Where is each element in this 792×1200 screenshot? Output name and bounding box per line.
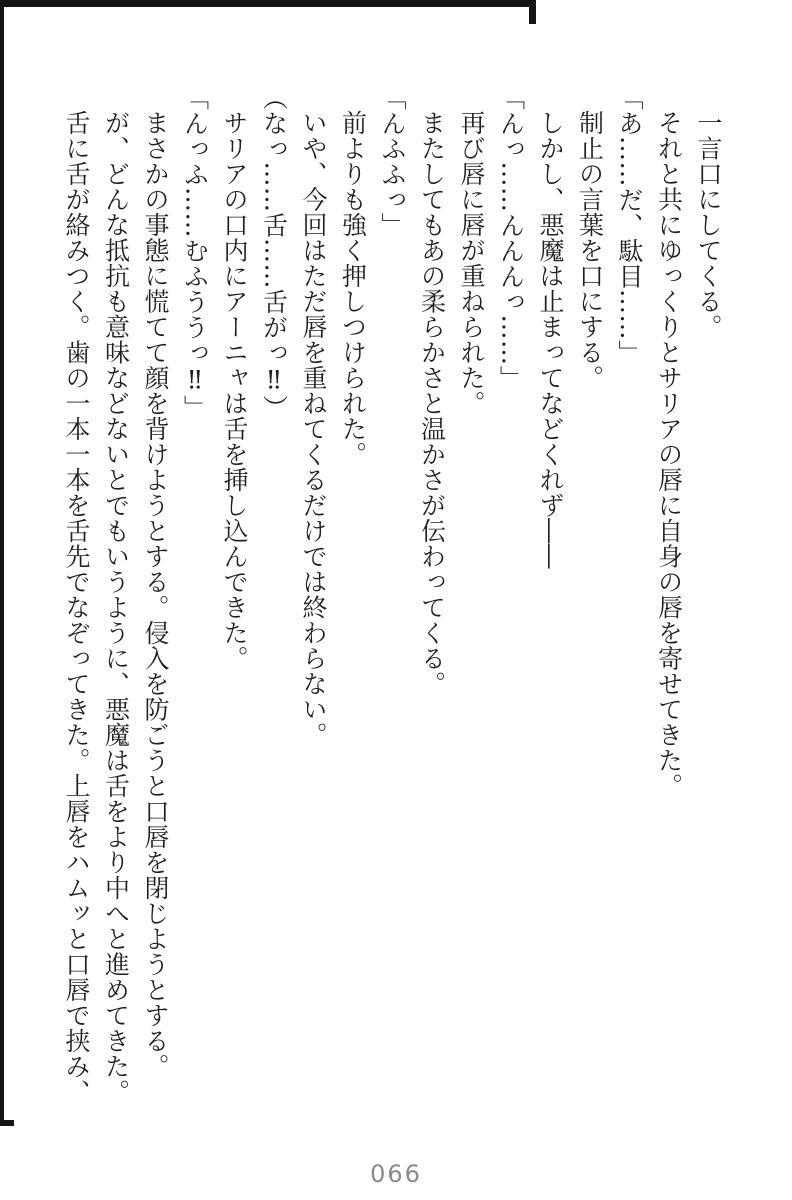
scan-artifact-top-border-tick xyxy=(529,0,536,24)
paragraph: サリアの口内にアーニャは舌を挿し込んできた。 xyxy=(220,110,249,671)
paragraph: まさかの事態に慌てて顔を背けようとする。侵入を防ごうと口唇を閉じようとする。 xyxy=(141,110,170,1079)
paragraph: 「あ……だ、駄目……」 xyxy=(615,85,644,366)
paragraph: 制止の言葉を口にする。 xyxy=(575,110,605,391)
paragraph: 一言口にしてくる。 xyxy=(694,110,723,340)
text-columns xyxy=(57,85,729,1155)
scan-artifact-left-border-tick xyxy=(0,1120,14,1126)
paragraph: （なっ……舌……舌がっ‼） xyxy=(259,85,289,421)
scan-artifact-top-border xyxy=(0,0,536,7)
page-number: 066 xyxy=(370,1160,422,1188)
paragraph: 「んっふ……むふううっ‼」 xyxy=(180,85,210,421)
paragraph: 舌に舌が絡みつく。歯の一本一本を舌先でなぞってきた。上唇をハムッと口唇で挟み、 xyxy=(62,110,91,1105)
paragraph: またしてもあの柔らかさと温かさが伝わってくる。 xyxy=(417,110,447,697)
paragraph: しかし、悪魔は止まってなどくれず―― xyxy=(536,110,565,569)
paragraph: いや、今回はただ唇を重ねてくるだけでは終わらない。 xyxy=(299,110,328,748)
paragraph: それと共にゆっくりとサリアの唇に自身の唇を寄せてきた。 xyxy=(654,110,684,799)
paragraph: 再び唇に唇が重ねられた。 xyxy=(457,110,486,416)
paragraph: が、どんな抵抗も意味などないとでもいうように、悪魔は舌をより中へと進めてきた。 xyxy=(101,110,131,1105)
paragraph: 「んっ……んんんっ……」 xyxy=(496,85,526,391)
paragraph: 前よりも強く押しつけられた。 xyxy=(338,110,368,467)
paragraph: 「んふふっ」 xyxy=(378,85,407,238)
scan-artifact-left-border xyxy=(0,0,4,1126)
